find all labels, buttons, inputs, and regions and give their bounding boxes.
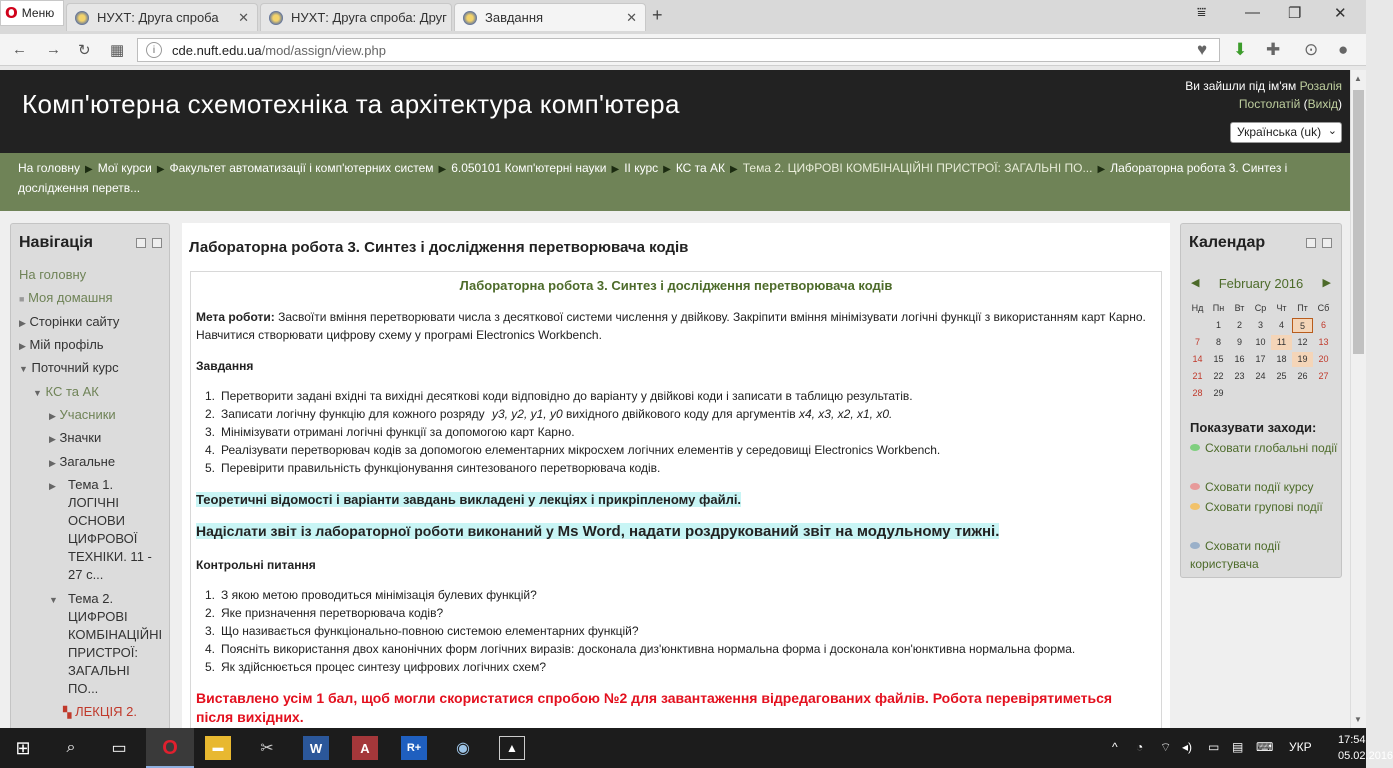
- goal-text: Засвоїти вміння перетворювати числа з десяткової системи числення у двійкову. Закріпити вміння мінімізувати логічні функції з використанням карт Карно. Навчитися створювати цифрову схему у програмі Electronics Workbench.: [196, 310, 1146, 342]
- downloads-icon[interactable]: ⊙: [1304, 40, 1319, 59]
- list-item: 3. Що називається функціонально-повною системою елементарних функцій?: [205, 624, 639, 638]
- opera-icon: O: [162, 736, 178, 759]
- calendar-day[interactable]: 14: [1192, 354, 1203, 364]
- clock[interactable]: [1338, 732, 1393, 764]
- calendar-week-row: [1187, 334, 1337, 351]
- task-text: Перетворити задані вхідні та вихідні десяткові коди відповідно до варіанту у двійкові коди і записати в таблицю результатів.: [221, 389, 913, 403]
- nav-site-pages[interactable]: Сторінки сайту: [29, 314, 120, 329]
- calendar-week-row: [1187, 351, 1337, 368]
- scroll-up-icon[interactable]: ▲: [1354, 74, 1362, 83]
- task-output-vars: y3, y2, y1, y0: [491, 407, 563, 421]
- breadcrumb: На головну ▶ Мої курси ▶ Факультет автоматизації і комп'ютерних систем ▶ 6.050101 Комп'ютерні науки ▶ ІІ курс ▶ КС та АК ▶ Тема 2. ЦИФРОВІ КОМБІНАЦІЙНІ ПРИСТРОЇ: ЗАГАЛЬНІ ПО... ▶ Лабораторна робота 3. Синтез і дослідження перетв...: [0, 153, 1350, 211]
- forward-icon[interactable]: →: [46, 41, 61, 58]
- url-path: /mod/assign/view.php: [261, 42, 386, 58]
- list-item: 2. Яке призначення перетворювача кодів?: [205, 606, 444, 620]
- windows-taskbar: [0, 728, 1393, 768]
- access-icon[interactable]: A: [352, 736, 378, 760]
- site-title[interactable]: Комп'ютерна схемотехніка та архітектура комп'ютера: [22, 89, 680, 119]
- extensions-icon[interactable]: ✚: [1266, 40, 1281, 59]
- assignment-title: Лабораторна робота 3. Синтез і дослідження перетворювача кодів: [189, 239, 689, 256]
- calendar-day[interactable]: 12: [1297, 337, 1308, 347]
- volume-icon[interactable]: ◂): [1182, 740, 1193, 754]
- nav-topic2-line[interactable]: Тема 2.: [68, 591, 114, 606]
- expand-arrow-icon[interactable]: ▶: [49, 481, 56, 491]
- site-header: [0, 70, 1350, 153]
- page-content: [0, 211, 1350, 728]
- dock-block-icon[interactable]: [1322, 238, 1332, 248]
- calendar-day[interactable]: 5: [1292, 318, 1313, 333]
- calendar-day[interactable]: 15: [1213, 354, 1224, 364]
- calendar-day[interactable]: 19: [1292, 352, 1313, 367]
- url-input[interactable]: [137, 38, 1220, 62]
- calendar-weekday: Пн: [1212, 303, 1225, 313]
- calendar-weekday: Пт: [1297, 303, 1308, 313]
- battery-icon[interactable]: ▭: [1208, 740, 1220, 754]
- task-text: Реалізувати перетворювач кодів за допомогою елементарних мікросхем логічних елементів у середовищі Electronics Workbench.: [221, 443, 941, 457]
- calendar-month-nav: [1181, 276, 1341, 291]
- calendar-day[interactable]: 22: [1213, 371, 1224, 381]
- task-view-icon[interactable]: ▭: [111, 740, 127, 757]
- calendar-weekday: Нд: [1191, 303, 1204, 313]
- expand-arrow-icon[interactable]: ▶: [49, 411, 56, 421]
- maximize-icon[interactable]: ❐: [1288, 5, 1302, 22]
- calendar-day[interactable]: 29: [1213, 388, 1224, 398]
- nav-general[interactable]: Загальне: [59, 454, 116, 469]
- user-last-name-link[interactable]: Постолатій: [1238, 97, 1301, 111]
- keyboard-icon[interactable]: ⌨: [1256, 740, 1274, 754]
- collapse-block-icon[interactable]: [1306, 238, 1316, 248]
- calendar-weekday: Сб: [1317, 303, 1330, 313]
- question-text: Як здійснюється процес синтезу цифрових логічних схем?: [221, 660, 547, 674]
- calendar-title: Календар: [1189, 234, 1266, 251]
- list-item: 5. Як здійснюється процес синтезу цифрових логічних схем?: [205, 660, 547, 674]
- filter-label: Сховати події користувача: [1190, 539, 1281, 571]
- theory-note: Теоретичні відомості і варіанти завдань викладені у лекціях і прикріпленому файлі.: [196, 492, 742, 507]
- nav-my-home-link[interactable]: Моя домашня: [28, 290, 113, 305]
- calendar-block: [1180, 223, 1342, 578]
- calendar-empty-cell: [1187, 318, 1208, 333]
- question-text: З якою метою проводиться мінімізація булевих функцій?: [221, 588, 537, 602]
- filter-global-events[interactable]: [1190, 439, 1338, 457]
- filter-course-events[interactable]: [1190, 478, 1338, 496]
- chevron-down-icon: ⌄: [1327, 125, 1337, 137]
- word-icon[interactable]: W: [303, 736, 329, 760]
- breadcrumb-home[interactable]: На головну: [18, 161, 81, 175]
- reload-icon[interactable]: ↻: [78, 42, 91, 59]
- tab-title: НУХТ: Друга спроба: Друг: [291, 10, 447, 25]
- search-icon[interactable]: ⌕: [66, 739, 76, 756]
- calendar-day[interactable]: 3: [1257, 320, 1263, 330]
- task-text: Записати логічну функцію для кожного розряду: [221, 407, 485, 421]
- tray-chrome-icon[interactable]: ◔: [1136, 740, 1144, 754]
- breadcrumb-course[interactable]: КС та АК: [675, 161, 726, 175]
- browser-tab-1[interactable]: [66, 3, 258, 31]
- calendar-day[interactable]: 27: [1318, 371, 1329, 381]
- eye-icon: [1190, 483, 1200, 490]
- remote-desktop-icon[interactable]: R+: [401, 736, 427, 760]
- breadcrumb-current[interactable]: Лабораторна робота 3. Синтез і дослідження перетв...: [18, 161, 1288, 195]
- close-tab-icon[interactable]: ✕: [626, 9, 637, 25]
- tray-chevron-up-icon[interactable]: ^: [1112, 740, 1118, 754]
- calendar-day[interactable]: 10: [1255, 337, 1266, 347]
- questions-list: [205, 586, 1145, 676]
- navigation-title: Навігація: [19, 234, 93, 251]
- calendar-day[interactable]: 18: [1276, 354, 1287, 364]
- opera-logo-icon: O: [5, 4, 18, 22]
- nav-current-course[interactable]: Поточний курс: [31, 360, 119, 375]
- expand-arrow-icon[interactable]: ▶: [19, 318, 26, 328]
- assignment-description: [190, 271, 1162, 741]
- tab-menu-icon[interactable]: ⩸: [1197, 4, 1207, 21]
- new-tab-icon[interactable]: +: [652, 5, 663, 25]
- nav-topic2-line[interactable]: КОМБІНАЦІЙНІ: [68, 627, 163, 642]
- calendar-day[interactable]: 17: [1255, 354, 1266, 364]
- nav-topic1-line[interactable]: ТЕХНІКИ. 11 -: [68, 549, 152, 564]
- task-text: Мінімізувати отримані логічні функції за допомогою карт Карно.: [221, 425, 575, 439]
- nav-lecture-link[interactable]: ЛЕКЦІЯ 2.: [75, 704, 137, 719]
- calendar-day[interactable]: 16: [1234, 354, 1245, 364]
- site-favicon-icon: [75, 11, 89, 25]
- url-host: cde.nuft.edu.ua: [172, 42, 262, 58]
- calendar-week-row: [1187, 317, 1337, 334]
- list-item: 3. Мінімізувати отримані логічні функції за допомогою карт Карно.: [205, 425, 575, 439]
- pdf-file-icon: ▚: [63, 707, 72, 719]
- eye-icon: [1190, 503, 1200, 510]
- user-first-name-link[interactable]: Розалія: [1299, 79, 1342, 93]
- question-text: Яке призначення перетворювача кодів?: [221, 606, 444, 620]
- submit-note-text: Надіслати звіт із лабораторної роботи виконаний у: [196, 523, 558, 539]
- login-info: Ви зайшли під ім'ям Розалія Постолатій (Вихід): [1185, 79, 1342, 111]
- speed-dial-icon[interactable]: ▦: [110, 42, 125, 59]
- nav-topic1-line[interactable]: ОСНОВИ: [68, 513, 126, 528]
- nav-topic1-line[interactable]: Тема 1.: [68, 477, 114, 492]
- heart-icon[interactable]: ♥: [1197, 40, 1208, 59]
- question-text: Поясніть використання двох канонічних форм логічних виразів: досконала диз'юнктивна нормальна форма і досконала кон'юнктивна нормальна форма.: [221, 642, 1076, 656]
- calendar-month-label[interactable]: February 2016: [1218, 276, 1304, 291]
- browser-tab-bar: [0, 0, 1366, 34]
- calendar-grid: [1187, 300, 1337, 402]
- list-item: 1. З якою метою проводиться мінімізація булевих функцій?: [205, 588, 537, 602]
- eye-icon: [1190, 444, 1200, 451]
- nav-topic1-line[interactable]: 27 с...: [68, 567, 104, 582]
- notification-icon[interactable]: ▤: [1232, 740, 1244, 754]
- calendar-day[interactable]: 26: [1297, 371, 1308, 381]
- collapse-arrow-icon[interactable]: ▼: [33, 388, 42, 398]
- nav-topic1-line[interactable]: ЛОГІЧНІ: [68, 495, 119, 510]
- collapse-block-icon[interactable]: [136, 238, 146, 248]
- nav-course-link[interactable]: КС та АК: [45, 384, 99, 399]
- expand-arrow-icon[interactable]: ▶: [49, 458, 56, 468]
- expand-arrow-icon[interactable]: ▶: [19, 341, 26, 351]
- nav-topic2-line[interactable]: ЗАГАЛЬНІ: [68, 663, 130, 678]
- calendar-day[interactable]: 9: [1236, 337, 1242, 347]
- list-item: 1. Перетворити задані вхідні та вихідні десяткові коди відповідно до варіанту у двійкові коди і записати в таблицю результатів.: [205, 389, 913, 403]
- nav-home-link[interactable]: На головну: [19, 267, 87, 282]
- app-icon[interactable]: ◉: [456, 740, 470, 757]
- list-item: 2. Записати логічну функцію для кожного розряду y3, y2, y1, y0 вихідного двійкового коду для аргументів x4, x3, x2, x1, x0.: [205, 407, 893, 421]
- list-item: 4. Поясніть використання двох канонічних форм логічних виразів: досконала диз'юнктивна нормальна форма і досконала кон'юнктивна нормальна форма.: [205, 642, 1076, 656]
- prev-month-icon[interactable]: ◀: [1191, 277, 1200, 289]
- site-favicon-icon: [463, 11, 477, 25]
- calendar-day[interactable]: 1: [1215, 320, 1221, 330]
- calendar-empty-cell: [1229, 386, 1250, 401]
- download-arrow-icon[interactable]: ⬇: [1233, 40, 1248, 59]
- nav-participants[interactable]: Учасники: [59, 407, 116, 422]
- navigation-block: [10, 223, 170, 743]
- nav-topic2-line[interactable]: ПО...: [68, 681, 99, 696]
- windows-start-icon[interactable]: ⊞: [15, 737, 31, 758]
- tasks-heading: Завдання: [196, 359, 254, 373]
- logged-in-prefix: Ви зайшли під ім'ям: [1185, 79, 1297, 93]
- calendar-day[interactable]: 23: [1234, 371, 1245, 381]
- filter-label: Сховати групові події: [1205, 500, 1323, 514]
- next-month-icon[interactable]: ▶: [1322, 277, 1331, 289]
- collapse-arrow-icon[interactable]: ▼: [49, 595, 58, 605]
- calendar-day[interactable]: 21: [1192, 371, 1203, 381]
- grade-note: Виставлено усім 1 бал, щоб могли скористатися спробою №2 для завантаження відредагованих файлів. Робота перевірятиметься після вихідних.: [196, 690, 1113, 725]
- opera-taskbar-button[interactable]: [146, 728, 194, 768]
- calendar-weekday: Вт: [1234, 303, 1245, 313]
- address-bar: [0, 34, 1366, 66]
- file-explorer-icon[interactable]: ▬: [205, 736, 231, 760]
- logout-link[interactable]: Вихід: [1307, 97, 1338, 111]
- browser-tab-3[interactable]: [454, 3, 646, 31]
- tasks-list: [205, 387, 1145, 477]
- filter-label: Сховати глобальні події: [1205, 441, 1338, 455]
- input-language[interactable]: УКР: [1289, 740, 1312, 754]
- calendar-empty-cell: [1292, 386, 1313, 401]
- filter-label: Сховати події курсу: [1205, 480, 1314, 494]
- calendar-week-row: [1187, 368, 1337, 385]
- nav-profile[interactable]: Мій профіль: [29, 337, 104, 352]
- breadcrumb-specialty[interactable]: 6.050101 Комп'ютерні науки: [451, 161, 607, 175]
- submit-note: [196, 523, 999, 539]
- list-item: 4. Реалізувати перетворювач кодів за допомогою елементарних мікросхем логічних елементів у середовищі Electronics Workbench.: [205, 443, 941, 457]
- calendar-day[interactable]: 7: [1194, 337, 1200, 347]
- clock-time: 17:54: [1338, 734, 1366, 746]
- close-tab-icon[interactable]: ✕: [238, 9, 249, 25]
- calendar-empty-cell: [1271, 386, 1292, 401]
- calendar-day[interactable]: 6: [1320, 320, 1326, 330]
- opera-menu-button[interactable]: [0, 0, 64, 26]
- calendar-day[interactable]: 8: [1215, 337, 1221, 347]
- scroll-down-icon[interactable]: ▼: [1354, 715, 1362, 724]
- breadcrumb-topic[interactable]: Тема 2. ЦИФРОВІ КОМБІНАЦІЙНІ ПРИСТРОЇ: ЗАГАЛЬНІ ПО...: [742, 161, 1093, 175]
- goal-label: Мета роботи:: [196, 310, 275, 324]
- scrollbar-thumb[interactable]: [1353, 90, 1364, 354]
- expand-arrow-icon[interactable]: ▶: [49, 434, 56, 444]
- close-window-icon[interactable]: ✕: [1334, 5, 1347, 22]
- minimize-icon[interactable]: —: [1245, 4, 1260, 21]
- calendar-empty-cell: [1250, 386, 1271, 401]
- task-arg-vars: x4, x3, x2, x1, x0.: [798, 407, 893, 421]
- filter-group-events[interactable]: [1190, 498, 1338, 516]
- menu-label: Меню: [21, 6, 55, 20]
- network-icon[interactable]: ⌔: [1160, 740, 1172, 754]
- calendar-day[interactable]: 4: [1278, 320, 1284, 330]
- calendar-weekday: Ср: [1254, 303, 1267, 313]
- calendar-day[interactable]: 11: [1271, 335, 1292, 350]
- site-favicon-icon: [269, 11, 283, 25]
- tab-title: Завдання: [485, 10, 544, 25]
- eye-icon: [1190, 542, 1200, 549]
- calendar-day[interactable]: 28: [1192, 388, 1203, 398]
- collapse-arrow-icon[interactable]: ▼: [19, 364, 28, 374]
- calendar-empty-cell: [1313, 386, 1334, 401]
- task-text: вихідного двійкового коду для аргументів: [562, 407, 799, 421]
- bullet-icon: ■: [19, 294, 25, 304]
- breadcrumb-year[interactable]: ІІ курс: [624, 161, 659, 175]
- browser-tab-2[interactable]: [260, 3, 452, 31]
- task-text: Перевірити правильність функціонування синтезованого перетворювача кодів.: [221, 461, 661, 475]
- nav-badges[interactable]: Значки: [59, 430, 102, 445]
- filter-user-events[interactable]: [1190, 537, 1338, 573]
- questions-heading: Контрольні питання: [196, 558, 316, 572]
- language-select[interactable]: [1230, 122, 1342, 143]
- list-item: 5. Перевірити правильність функціонування синтезованого перетворювача кодів.: [205, 461, 661, 475]
- calendar-day[interactable]: 24: [1255, 371, 1266, 381]
- calendar-weekday-row: [1187, 300, 1337, 317]
- breadcrumb-faculty[interactable]: Факультет автоматизації і комп'ютерних систем: [169, 161, 434, 175]
- main-region: [182, 223, 1170, 728]
- question-text: Що називається функціонально-повною системою елементарних функцій?: [221, 624, 639, 638]
- nav-topic1-line[interactable]: ЦИФРОВОЇ: [68, 531, 138, 546]
- nav-topic2-line[interactable]: ПРИСТРОЇ:: [68, 645, 138, 660]
- calendar-day[interactable]: 25: [1276, 371, 1287, 381]
- photos-icon[interactable]: ▲: [499, 736, 525, 760]
- profile-icon[interactable]: ●: [1338, 40, 1349, 59]
- description-heading: Лабораторна робота 3. Синтез і дослідження перетворювача кодів: [459, 278, 893, 293]
- clock-date: 05.02.2016: [1338, 750, 1393, 762]
- tab-title: НУХТ: Друга спроба: [97, 10, 219, 25]
- paint-icon[interactable]: ✂: [260, 740, 274, 757]
- back-icon[interactable]: ←: [12, 41, 27, 58]
- breadcrumb-my-courses[interactable]: Мої курси: [97, 161, 152, 175]
- site-info-icon[interactable]: i: [146, 42, 162, 58]
- nav-topic2-line[interactable]: ЦИФРОВІ: [68, 609, 128, 624]
- calendar-week-row: [1187, 385, 1337, 402]
- page-scrollbar[interactable]: [1350, 70, 1366, 728]
- language-value: Українська (uk): [1237, 125, 1322, 139]
- submit-note-emphasis: Ms Word, надати роздрукований звіт на модульному тижні.: [557, 523, 1000, 540]
- dock-block-icon[interactable]: [152, 238, 162, 248]
- calendar-weekday: Чт: [1276, 303, 1287, 313]
- calendar-day[interactable]: 13: [1318, 337, 1329, 347]
- calendar-day[interactable]: 20: [1318, 354, 1329, 364]
- goal-paragraph: [196, 308, 1151, 344]
- show-events-heading: Показувати заходи:: [1190, 420, 1317, 435]
- calendar-day[interactable]: 2: [1236, 320, 1242, 330]
